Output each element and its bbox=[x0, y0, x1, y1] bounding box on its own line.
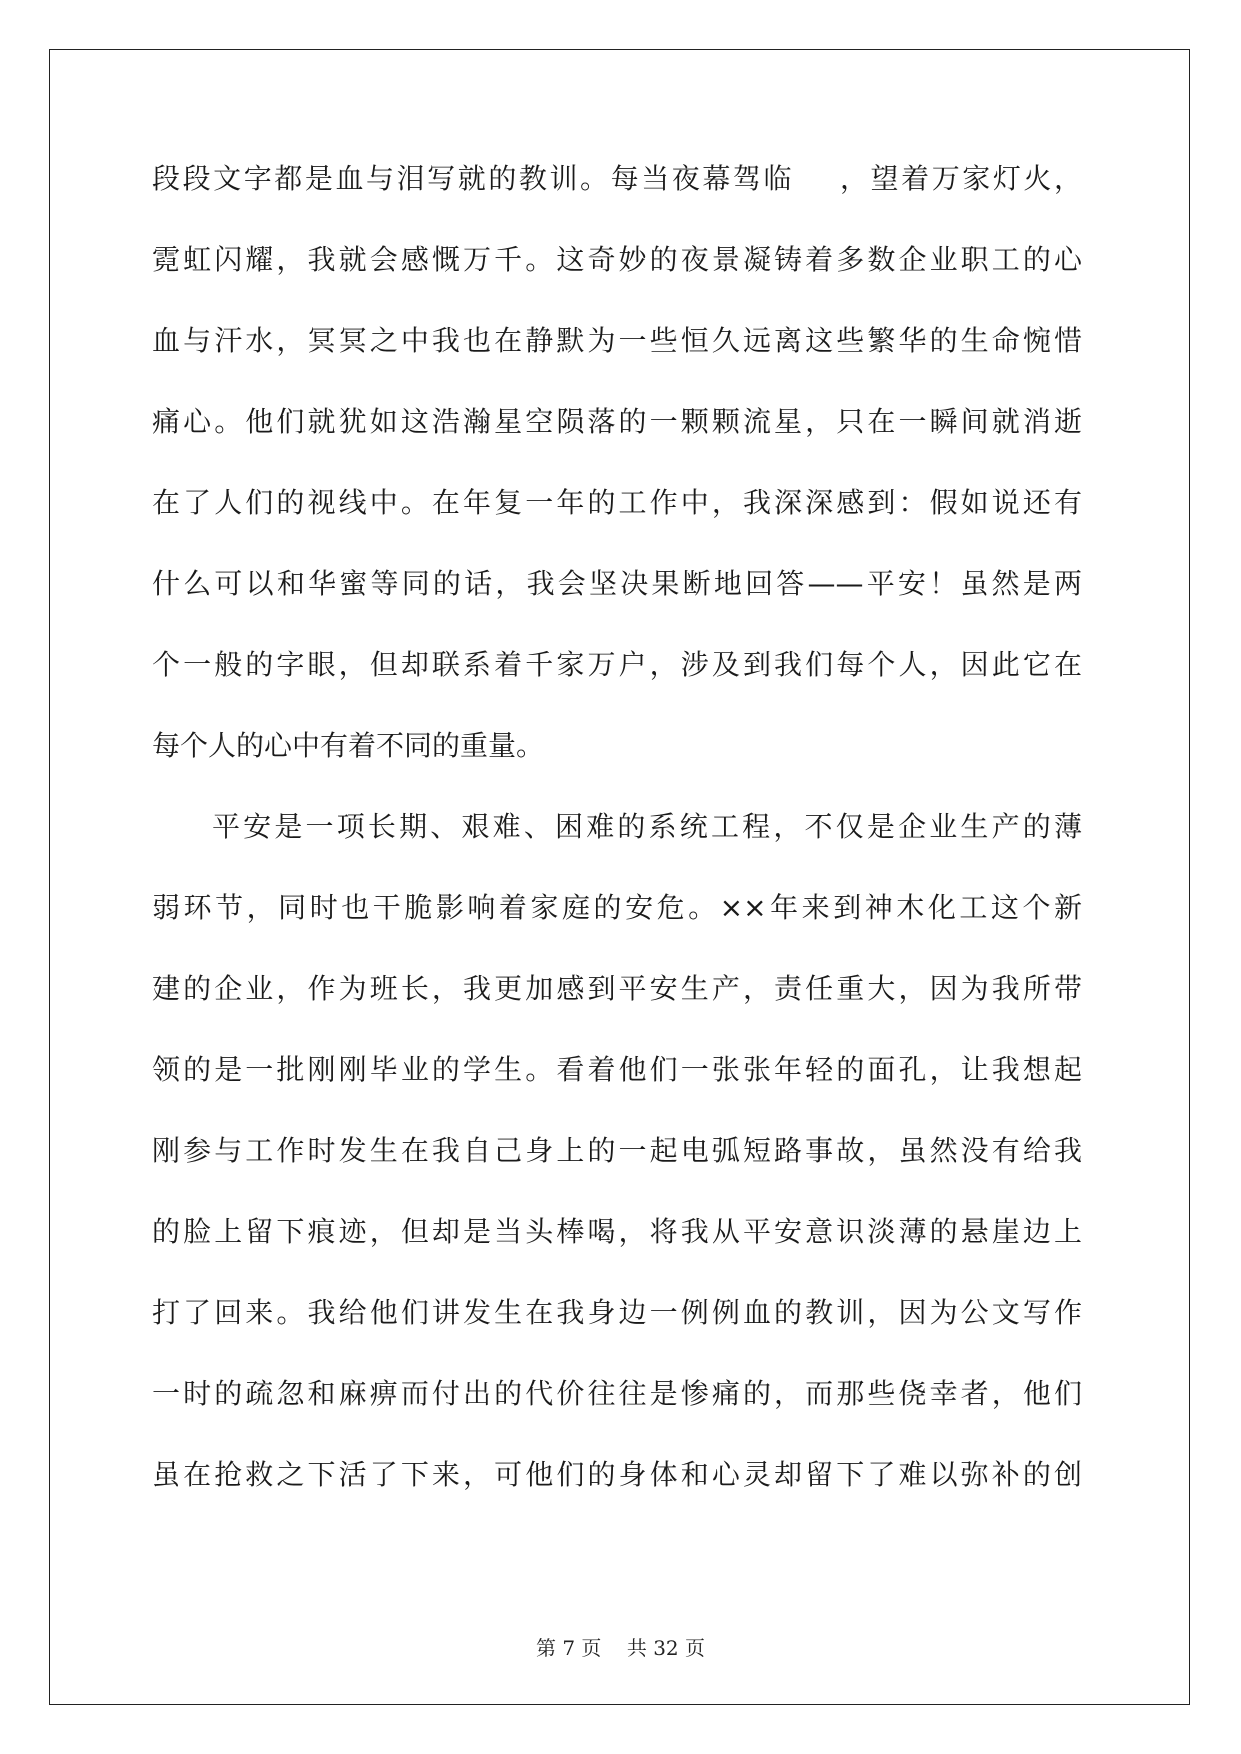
text-line: 什么可以和华蜜等同的话，我会坚决果断地回答——平安！虽然是两 bbox=[152, 567, 1082, 600]
text-line: 的脸上留下痕迹，但却是当头棒喝，将我从平安意识淡薄的悬崖边上 bbox=[152, 1215, 1082, 1248]
text-line: 段段文字都是血与泪写就的教训。每当夜幕驾临 ，望着万家灯火， bbox=[152, 162, 1082, 195]
document-body bbox=[152, 162, 1082, 1542]
text-line: 弱环节，同时也干脆影响着家庭的安危。××年来到神木化工这个新 bbox=[152, 891, 1082, 924]
text-line: 个一般的字眼，但却联系着千家万户，涉及到我们每个人，因此它在 bbox=[152, 648, 1082, 681]
text-line: 每个人的心中有着不同的重量。 bbox=[152, 729, 545, 762]
text-line: 建的企业，作为班长，我更加感到平安生产，责任重大，因为我所带 bbox=[152, 972, 1082, 1005]
text-line: 打了回来。我给他们讲发生在我身边一例例血的教训，因为公文写作 bbox=[152, 1296, 1082, 1329]
text-line: 虽在抢救之下活了下来，可他们的身体和心灵却留下了难以弥补的创 bbox=[152, 1458, 1082, 1491]
page-footer bbox=[0, 1632, 1241, 1661]
text-line: 血与汗水，冥冥之中我也在静默为一些恒久远离这些繁华的生命惋惜 bbox=[152, 324, 1082, 357]
text-line: 霓虹闪耀，我就会感慨万千。这奇妙的夜景凝铸着多数企业职工的心 bbox=[152, 243, 1082, 276]
text-line: 在了人们的视线中。在年复一年的工作中，我深深感到：假如说还有 bbox=[152, 486, 1082, 519]
text-line-paragraph-start: 平安是一项长期、艰难、困难的系统工程，不仅是企业生产的薄 bbox=[212, 810, 1082, 843]
text-line: 一时的疏忽和麻痹而付出的代价往往是惨痛的，而那些侥幸者，他们 bbox=[152, 1377, 1082, 1410]
text-line: 领的是一批刚刚毕业的学生。看着他们一张张年轻的面孔，让我想起 bbox=[152, 1053, 1082, 1086]
text-line: 痛心。他们就犹如这浩瀚星空陨落的一颗颗流星，只在一瞬间就消逝 bbox=[152, 405, 1082, 438]
page-number-label: 第 7 页 共 32 页 bbox=[535, 1636, 706, 1660]
text-line: 刚参与工作时发生在我自己身上的一起电弧短路事故，虽然没有给我 bbox=[152, 1134, 1082, 1167]
